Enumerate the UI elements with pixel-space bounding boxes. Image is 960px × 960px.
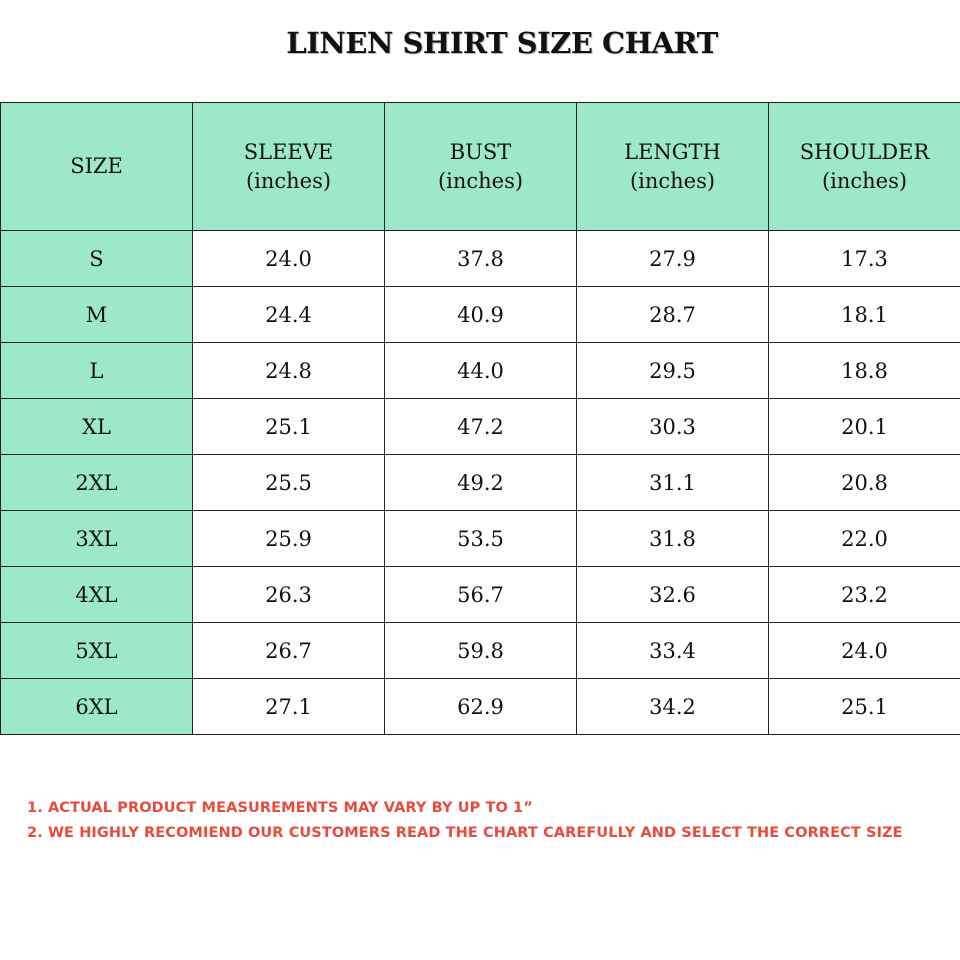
table-row <box>1 287 960 343</box>
header-shoulder <box>769 103 960 231</box>
shoulder-cell: 20.1 <box>769 399 960 455</box>
sleeve-cell: 25.5 <box>193 455 385 511</box>
shoulder-cell: 25.1 <box>769 679 960 735</box>
size-cell: 2XL <box>1 455 193 511</box>
table-row <box>1 343 960 399</box>
header-unit: (inches) <box>245 168 332 193</box>
length-cell: 34.2 <box>577 679 769 735</box>
length-cell: 31.1 <box>577 455 769 511</box>
shoulder-cell: 17.3 <box>769 231 960 287</box>
length-cell: 31.8 <box>577 511 769 567</box>
sleeve-cell: 26.3 <box>193 567 385 623</box>
shoulder-cell: 18.1 <box>769 287 960 343</box>
header-size <box>1 103 193 231</box>
length-cell: 32.6 <box>577 567 769 623</box>
shoulder-cell: 20.8 <box>769 455 960 511</box>
length-cell: 28.7 <box>577 287 769 343</box>
header-unit: (inches) <box>821 168 908 193</box>
size-cell: L <box>1 343 193 399</box>
bust-cell: 44.0 <box>385 343 577 399</box>
length-cell: 27.9 <box>577 231 769 287</box>
bust-cell: 40.9 <box>385 287 577 343</box>
header-label: BUST <box>449 139 512 164</box>
shoulder-cell: 24.0 <box>769 623 960 679</box>
header-row <box>1 103 960 231</box>
size-cell: M <box>1 287 193 343</box>
length-cell: 30.3 <box>577 399 769 455</box>
sleeve-cell: 25.1 <box>193 399 385 455</box>
sleeve-cell: 26.7 <box>193 623 385 679</box>
header-label: LENGTH <box>624 139 721 164</box>
shoulder-cell: 23.2 <box>769 567 960 623</box>
note-line: 2. WE HIGHLY RECOMIEND OUR CUSTOMERS READ THE CHART CAREFULLY AND SELECT THE CORRECT SIZE <box>27 825 903 841</box>
table-row <box>1 455 960 511</box>
size-cell: 4XL <box>1 567 193 623</box>
sleeve-cell: 24.4 <box>193 287 385 343</box>
sleeve-cell: 24.0 <box>193 231 385 287</box>
bust-cell: 53.5 <box>385 511 577 567</box>
size-chart-table <box>0 102 960 735</box>
bust-cell: 59.8 <box>385 623 577 679</box>
size-cell: XL <box>1 399 193 455</box>
bust-cell: 49.2 <box>385 455 577 511</box>
bust-cell: 47.2 <box>385 399 577 455</box>
bust-cell: 62.9 <box>385 679 577 735</box>
header-length <box>577 103 769 231</box>
header-label: SIZE <box>70 154 123 178</box>
sleeve-cell: 27.1 <box>193 679 385 735</box>
shoulder-cell: 22.0 <box>769 511 960 567</box>
table-row <box>1 511 960 567</box>
chart-title: LINEN SHIRT SIZE CHART <box>286 26 718 60</box>
size-cell: 3XL <box>1 511 193 567</box>
length-cell: 33.4 <box>577 623 769 679</box>
size-cell: 5XL <box>1 623 193 679</box>
header-label: SHOULDER <box>799 139 930 164</box>
note-line: 1. ACTUAL PRODUCT MEASUREMENTS MAY VARY BY UP TO 1” <box>27 800 533 816</box>
bust-cell: 37.8 <box>385 231 577 287</box>
size-cell: S <box>1 231 193 287</box>
header-unit: (inches) <box>629 168 716 193</box>
length-cell: 29.5 <box>577 343 769 399</box>
header-label: SLEEVE <box>243 139 334 164</box>
sleeve-cell: 25.9 <box>193 511 385 567</box>
header-unit: (inches) <box>437 168 524 193</box>
table-row <box>1 623 960 679</box>
table-row <box>1 399 960 455</box>
table-row <box>1 567 960 623</box>
bust-cell: 56.7 <box>385 567 577 623</box>
header-sleeve <box>193 103 385 231</box>
notes-section <box>27 798 903 848</box>
size-cell: 6XL <box>1 679 193 735</box>
shoulder-cell: 18.8 <box>769 343 960 399</box>
header-bust <box>385 103 577 231</box>
sleeve-cell: 24.8 <box>193 343 385 399</box>
table-row <box>1 679 960 735</box>
table-row <box>1 231 960 287</box>
